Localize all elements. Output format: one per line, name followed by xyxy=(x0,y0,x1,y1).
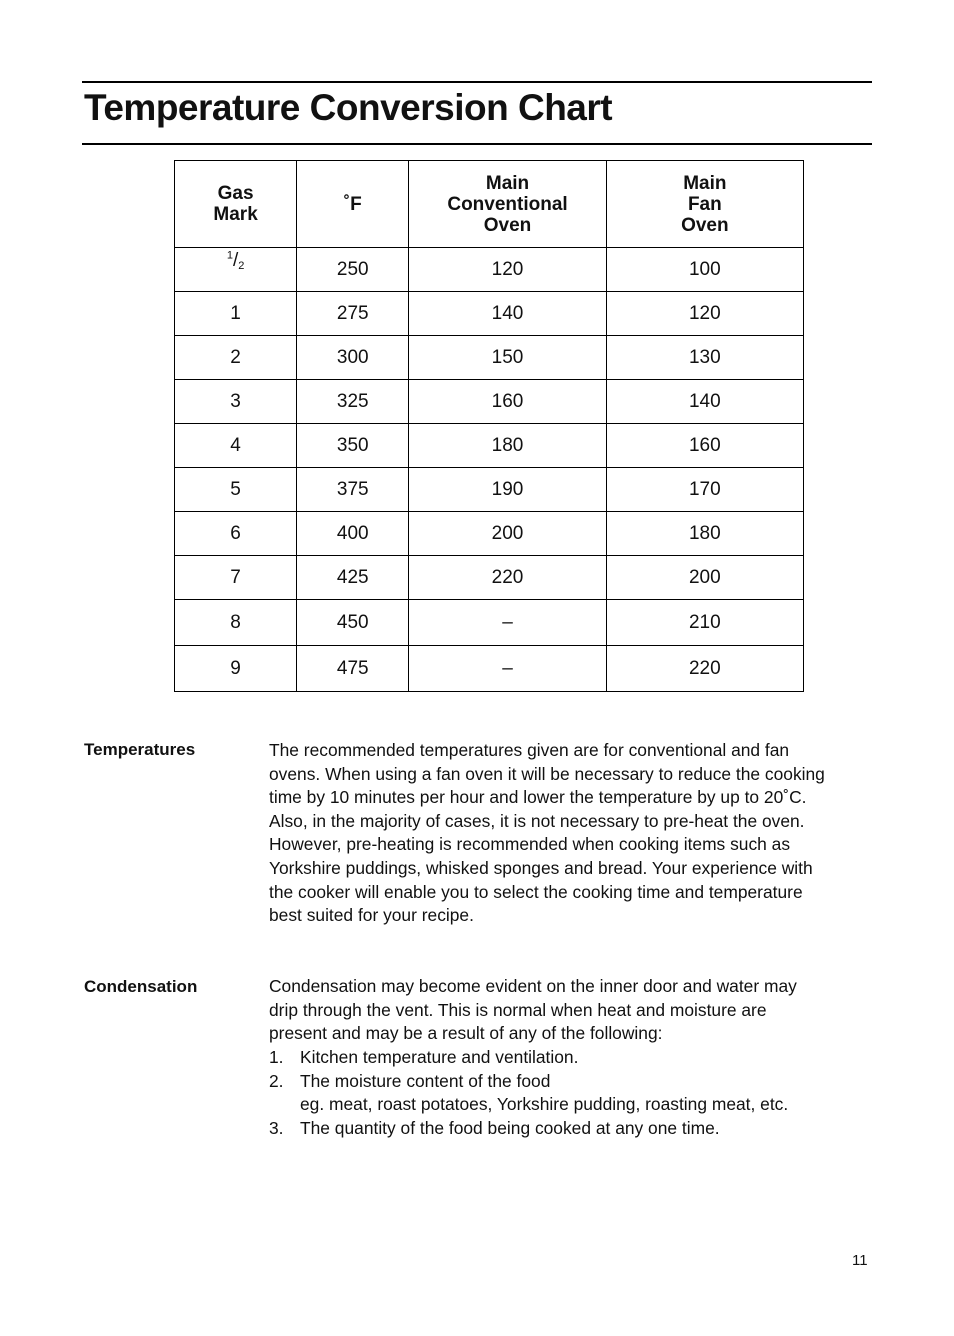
table-row xyxy=(175,380,804,424)
table-row xyxy=(175,248,804,292)
condensation-paragraph xyxy=(269,975,869,1046)
gas-mark-cell: 6 xyxy=(175,512,297,556)
list-number: 2. xyxy=(269,1070,284,1091)
paragraph-line: Condensation may become evident on the inner door and water may xyxy=(269,976,797,996)
gas-mark-cell: 2 xyxy=(175,336,297,380)
fahrenheit-cell: 325 xyxy=(297,380,409,424)
fahrenheit-cell: 475 xyxy=(297,646,409,692)
gas-mark-cell: 5 xyxy=(175,468,297,512)
header-fan-line: Main xyxy=(683,172,727,194)
fahrenheit-cell: 450 xyxy=(297,600,409,646)
header-conventional-line: Conventional xyxy=(447,193,568,215)
list-item xyxy=(269,1070,788,1117)
gas-mark-cell: 7 xyxy=(175,556,297,600)
fahrenheit-cell: 300 xyxy=(297,336,409,380)
paragraph-line: best suited for your recipe. xyxy=(269,905,474,926)
temperatures-heading: Temperatures xyxy=(84,740,196,759)
temperatures-paragraph xyxy=(269,739,869,928)
half-fraction: $^1/_2$ xyxy=(226,249,245,272)
header-fan-line: Oven xyxy=(681,214,729,236)
fan-oven-cell: 210 xyxy=(606,600,803,646)
header-gas-mark xyxy=(175,161,297,248)
title-top-rule xyxy=(82,81,872,83)
fraction-numerator: 1 xyxy=(226,249,233,262)
paragraph-line: ovens. When using a fan oven it will be necessary to reduce the cooking xyxy=(269,763,825,784)
list-item-text: eg. meat, roast potatoes, Yorkshire pudding, roasting meat, etc. xyxy=(300,1094,789,1115)
paragraph-line: The recommended temperatures given are for conventional and fan xyxy=(269,740,790,760)
conventional-oven-cell: 190 xyxy=(409,468,606,512)
conventional-oven-cell: 160 xyxy=(409,380,606,424)
conventional-oven-cell: 120 xyxy=(409,248,606,292)
fan-oven-cell: 140 xyxy=(606,380,803,424)
conventional-oven-cell: 200 xyxy=(409,512,606,556)
header-gas-mark-line: Gas xyxy=(217,183,254,204)
conventional-oven-cell: – xyxy=(409,646,606,692)
header-gas-mark-line: Mark xyxy=(213,204,258,225)
list-item-text: The moisture content of the food xyxy=(300,1070,551,1091)
page-number: 11 xyxy=(852,1252,868,1269)
fahrenheit-cell: 350 xyxy=(297,424,409,468)
header-fahrenheit-line: ˚F xyxy=(343,193,362,215)
title-bottom-rule xyxy=(82,143,872,145)
fraction-denominator: 2 xyxy=(238,259,245,272)
paragraph-line: the cooker will enable you to select the cooking time and temperature xyxy=(269,881,803,902)
paragraph-line: Yorkshire puddings, whisked sponges and bread. Your experience with xyxy=(269,857,813,878)
conventional-oven-cell: 180 xyxy=(409,424,606,468)
gas-mark-cell: 4 xyxy=(175,424,297,468)
header-main-conventional-oven xyxy=(409,161,606,248)
temperature-conversion-table xyxy=(174,160,804,692)
gas-mark-cell: 3 xyxy=(175,380,297,424)
fahrenheit-cell: 400 xyxy=(297,512,409,556)
fahrenheit-cell: 250 xyxy=(297,248,409,292)
header-conventional-line: Main xyxy=(485,172,530,194)
conventional-oven-cell: 150 xyxy=(409,336,606,380)
table-row xyxy=(175,556,804,600)
fan-oven-cell: 100 xyxy=(606,248,803,292)
fan-oven-cell: 180 xyxy=(606,512,803,556)
gas-mark-cell: 9 xyxy=(175,646,297,692)
list-item xyxy=(269,1046,788,1070)
condensation-heading: Condensation xyxy=(84,977,198,996)
list-item-text: Kitchen temperature and ventilation. xyxy=(300,1047,579,1067)
table-header-row xyxy=(175,161,804,248)
page-title: Temperature Conversion Chart xyxy=(84,87,613,128)
table-row xyxy=(175,646,804,692)
fan-oven-cell: 200 xyxy=(606,556,803,600)
gas-mark-cell: 8 xyxy=(175,600,297,646)
table-row xyxy=(175,468,804,512)
gas-mark-cell xyxy=(175,248,297,292)
list-number: 1. xyxy=(269,1047,284,1067)
table-row xyxy=(175,424,804,468)
fahrenheit-cell: 275 xyxy=(297,292,409,336)
header-main-fan-oven xyxy=(606,161,803,248)
list-number: 3. xyxy=(269,1117,284,1138)
header-fahrenheit xyxy=(297,161,409,248)
fan-oven-cell: 220 xyxy=(606,646,803,692)
paragraph-line: Also, in the majority of cases, it is not necessary to pre-heat the oven. xyxy=(269,810,805,831)
paragraph-line: time by 10 minutes per hour and lower the temperature by up to 20˚C. xyxy=(269,787,807,808)
fan-oven-cell: 160 xyxy=(606,424,803,468)
fan-oven-cell: 120 xyxy=(606,292,803,336)
gas-mark-cell: 1 xyxy=(175,292,297,336)
conventional-oven-cell: 140 xyxy=(409,292,606,336)
list-item-text: The quantity of the food being cooked at any one time. xyxy=(300,1117,720,1138)
header-fan-line: Fan xyxy=(687,193,722,215)
table-row xyxy=(175,600,804,646)
condensation-causes-list xyxy=(269,1046,788,1140)
header-conventional-line: Oven xyxy=(483,214,532,236)
table-row xyxy=(175,292,804,336)
table-row xyxy=(175,512,804,556)
fahrenheit-cell: 425 xyxy=(297,556,409,600)
paragraph-line: However, pre-heating is recommended when cooking items such as xyxy=(269,834,791,855)
paragraph-line: drip through the vent. This is normal when heat and moisture are xyxy=(269,999,767,1020)
fahrenheit-cell: 375 xyxy=(297,468,409,512)
conventional-oven-cell: – xyxy=(409,600,606,646)
fan-oven-cell: 130 xyxy=(606,336,803,380)
paragraph-line: present and may be a result of any of the following: xyxy=(269,1023,663,1044)
fan-oven-cell: 170 xyxy=(606,468,803,512)
table-row xyxy=(175,336,804,380)
conventional-oven-cell: 220 xyxy=(409,556,606,600)
list-item xyxy=(269,1117,788,1141)
